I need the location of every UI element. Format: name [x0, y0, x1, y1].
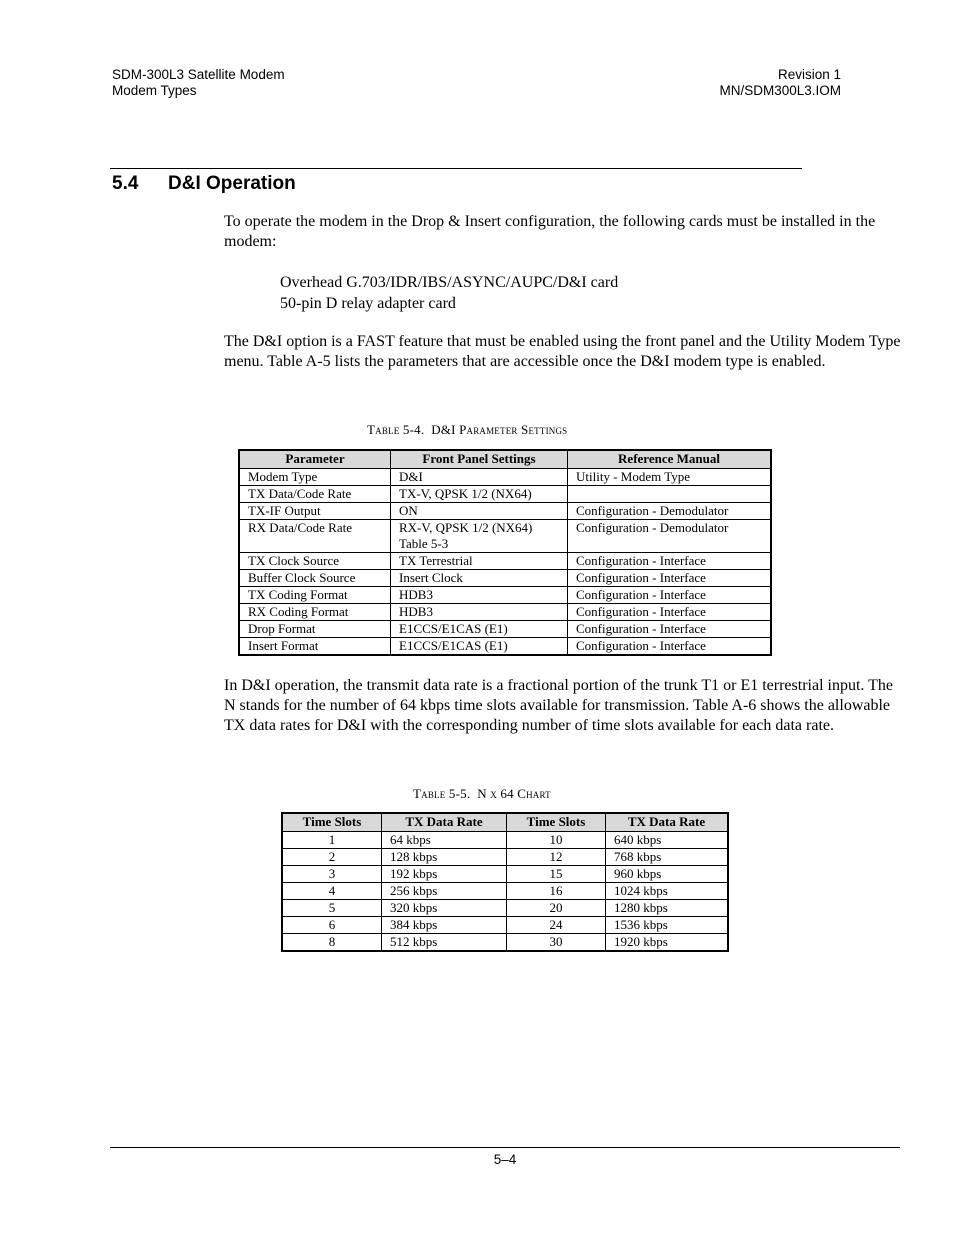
table-cell: 1024 kbps	[606, 883, 729, 900]
table-cell: 1	[282, 832, 382, 849]
column-header: Time Slots	[282, 813, 382, 832]
doc-number: MN/SDM300L3.IOM	[719, 83, 841, 98]
table-cell: TX Terrestrial	[391, 553, 568, 570]
table-cell: 1920 kbps	[606, 934, 729, 952]
column-header: TX Data Rate	[606, 813, 729, 832]
table-cell: 4	[282, 883, 382, 900]
table2-caption	[413, 786, 551, 802]
table-cell: Configuration - Interface	[568, 621, 772, 638]
table-cell: ON	[391, 503, 568, 520]
section-title: D&I Operation	[168, 173, 296, 194]
table-cell: 640 kbps	[606, 832, 729, 849]
table-cell: 3	[282, 866, 382, 883]
table-cell	[568, 486, 772, 503]
table-cell: E1CCS/E1CAS (E1)	[391, 638, 568, 656]
table-cell: Drop Format	[239, 621, 391, 638]
table-cell: TX Coding Format	[239, 587, 391, 604]
table-row	[282, 866, 728, 883]
table-cell: 384 kbps	[382, 917, 507, 934]
rate-paragraph: In D&I operation, the transmit data rate is a fractional portion of the trunk T1 or E1 terrestrial input. The N stands for the number of 64 kbps time slots available for transmission. Table A-6 shows the allowable TX data rates for D&I with the corresponding number of time slots available for each data rate.	[224, 677, 893, 734]
column-header: TX Data Rate	[382, 813, 507, 832]
table-cell: Buffer Clock Source	[239, 570, 391, 587]
table-cell: TX-V, QPSK 1/2 (NX64)	[391, 486, 568, 503]
table-cell: 1536 kbps	[606, 917, 729, 934]
table-cell: TX-IF Output	[239, 503, 391, 520]
table-cell: Configuration - Demodulator	[568, 503, 772, 520]
table-header-row	[282, 813, 728, 832]
table-cell: TX Clock Source	[239, 553, 391, 570]
nx64-chart-table	[281, 812, 729, 952]
table-cell: Configuration - Interface	[568, 570, 772, 587]
table-row	[239, 503, 771, 520]
fast-paragraph: The D&I option is a FAST feature that must be enabled using the front panel and the Utility Modem Type menu. Table A-5 lists the parameters that are accessible once the D&I modem type is enabled.	[224, 333, 901, 370]
table-row	[239, 486, 771, 503]
table-row	[239, 638, 771, 656]
table-cell: Configuration - Interface	[568, 587, 772, 604]
table-cell: 2	[282, 849, 382, 866]
table-cell: E1CCS/E1CAS (E1)	[391, 621, 568, 638]
table-header-row	[239, 450, 771, 469]
table-row	[282, 900, 728, 917]
table-cell: 16	[507, 883, 606, 900]
card-item: 50-pin D relay adapter card	[280, 295, 456, 312]
table-cell: 960 kbps	[606, 866, 729, 883]
table-cell: 20	[507, 900, 606, 917]
table-cell: 128 kbps	[382, 849, 507, 866]
table-cell: 5	[282, 900, 382, 917]
header-right	[719, 67, 841, 99]
column-header: Time Slots	[507, 813, 606, 832]
table-row	[239, 469, 771, 486]
table-cell: 512 kbps	[382, 934, 507, 952]
table-cell: RX Coding Format	[239, 604, 391, 621]
section-rule	[110, 168, 802, 169]
table2-caption-prefix: Table 5-5.	[413, 786, 471, 801]
table-cell: 192 kbps	[382, 866, 507, 883]
doc-title: SDM-300L3 Satellite Modem	[112, 67, 285, 82]
table-cell: Insert Format	[239, 638, 391, 656]
table-cell: Configuration - Demodulator	[568, 520, 772, 553]
card-item: Overhead G.703/IDR/IBS/ASYNC/AUPC/D&I card	[280, 274, 619, 291]
intro-paragraph: To operate the modem in the Drop & Insert configuration, the following cards must be installed in the modem:	[224, 213, 876, 250]
table-cell: Modem Type	[239, 469, 391, 486]
table1-caption-title: D&I Parameter Settings	[431, 422, 568, 437]
table-cell: Configuration - Interface	[568, 604, 772, 621]
table-cell: 1280 kbps	[606, 900, 729, 917]
table-cell: D&I	[391, 469, 568, 486]
table-row	[282, 849, 728, 866]
table-row	[239, 587, 771, 604]
section-heading	[112, 172, 296, 196]
table-row	[239, 520, 771, 553]
table-cell: Utility - Modem Type	[568, 469, 772, 486]
table-cell: 8	[282, 934, 382, 952]
table-row	[239, 621, 771, 638]
table-cell: Configuration - Interface	[568, 638, 772, 656]
table-cell: HDB3	[391, 587, 568, 604]
table2-caption-title: N x 64 Chart	[477, 786, 551, 801]
table-cell: 320 kbps	[382, 900, 507, 917]
table-cell: 6	[282, 917, 382, 934]
table-cell: 15	[507, 866, 606, 883]
table-cell: HDB3	[391, 604, 568, 621]
table1-caption	[367, 422, 567, 438]
table-cell: RX-V, QPSK 1/2 (NX64) Table 5-3	[391, 520, 568, 553]
card-list	[280, 272, 618, 314]
chapter-title: Modem Types	[112, 83, 197, 98]
column-header: Front Panel Settings	[391, 450, 568, 469]
table-row	[282, 917, 728, 934]
table-row	[239, 570, 771, 587]
table-row	[282, 883, 728, 900]
parameter-settings-table	[238, 449, 772, 656]
table-cell: 64 kbps	[382, 832, 507, 849]
column-header: Reference Manual	[568, 450, 772, 469]
table-cell: 24	[507, 917, 606, 934]
header-left	[112, 67, 285, 99]
table-cell: 768 kbps	[606, 849, 729, 866]
table-row	[282, 832, 728, 849]
table-cell: RX Data/Code Rate	[239, 520, 391, 553]
page-number: 5–4	[493, 1152, 517, 1167]
table-cell: 10	[507, 832, 606, 849]
table-cell: Insert Clock	[391, 570, 568, 587]
section-number: 5.4	[112, 173, 139, 194]
table-cell: 12	[507, 849, 606, 866]
revision: Revision 1	[777, 67, 841, 82]
table-row	[239, 553, 771, 570]
table-cell: TX Data/Code Rate	[239, 486, 391, 503]
footer-rule	[110, 1147, 900, 1148]
table-row	[282, 934, 728, 952]
table-cell: 256 kbps	[382, 883, 507, 900]
table-cell: 30	[507, 934, 606, 952]
table-row	[239, 604, 771, 621]
table1-caption-prefix: Table 5-4.	[367, 422, 425, 437]
table-cell: Configuration - Interface	[568, 553, 772, 570]
column-header: Parameter	[239, 450, 391, 469]
